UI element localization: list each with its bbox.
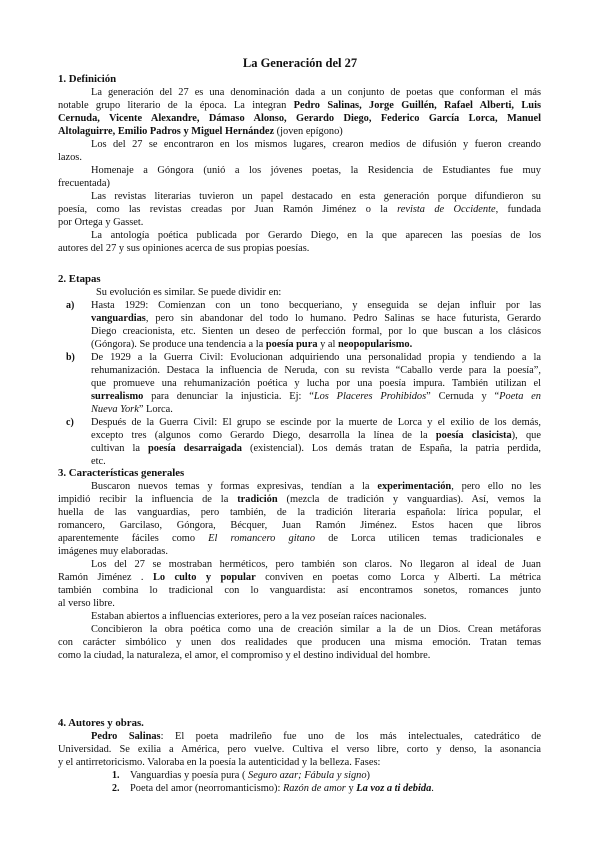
text-line bbox=[58, 519, 541, 532]
text-run: surrealismo bbox=[91, 391, 144, 402]
list-marker: b) bbox=[66, 352, 75, 363]
section-intro: Su evolución es similar. Se puede dividir en: bbox=[96, 287, 282, 298]
text-run: ), que bbox=[511, 430, 541, 441]
text-run: Los Placeres Prohibidos bbox=[313, 391, 427, 402]
text-run: (joven epígono) bbox=[274, 126, 343, 137]
text-run: Nueva York bbox=[91, 404, 139, 415]
list-marker: a) bbox=[66, 300, 75, 311]
document-title: La Generación del 27 bbox=[242, 56, 358, 70]
text-run: con carácter simbólico y unen dos realidades que producen una misma emoción. Tratan temas bbox=[58, 637, 541, 648]
text-run: La voz a ti debida bbox=[356, 783, 432, 794]
text-run: al verso libre. bbox=[58, 598, 115, 609]
text-line bbox=[91, 86, 541, 99]
text-line bbox=[91, 364, 541, 377]
text-line bbox=[58, 493, 541, 506]
text-run: De 1929 a la Guerra Civil: Evolucionan adquiriendo una personalidad propia y tendiendo a la bbox=[91, 352, 541, 363]
text-run: : El poeta madrileño fue uno de los más intelectuales, catedrático de bbox=[160, 731, 541, 742]
text-run: Los del 27 se mostraban herméticos, pero también son claros. No llegaron al ideal de Juan bbox=[91, 559, 541, 570]
text-run: que promueve una rehumanización poética y lucha por una poesía impura. También utilizan el bbox=[91, 378, 541, 389]
text-run: , fundada bbox=[495, 204, 541, 215]
text-run: autores del 27 y sus opiniones acerca de sus propias poesías. bbox=[58, 243, 310, 254]
text-run: como la ciudad, la naturaleza, el amor, el compromiso y el destino individual del hombre. bbox=[58, 650, 431, 661]
text-line bbox=[130, 782, 434, 795]
text-run: también combina lo tradicional con lo vanguardista: así encontramos sonetos, romances junto bbox=[58, 585, 541, 596]
text-run: vanguardias bbox=[91, 313, 146, 324]
text-run: Poeta en bbox=[499, 391, 541, 402]
text-line bbox=[91, 558, 541, 571]
section-heading: 2. Etapas bbox=[58, 273, 101, 285]
text-run: ) bbox=[366, 770, 371, 781]
text-run: Buscaron nuevos temas y formas expresivas, tendían a la bbox=[91, 481, 378, 492]
text-run: Los del 27 se encontraron en los mismos lugares, crearon medios de difusión y fueron creando bbox=[91, 139, 541, 150]
text-run: ” Lorca. bbox=[138, 404, 173, 415]
text-run: Estaban abiertos a influencias exteriores, pero a la vez poseían raíces nacionales. bbox=[91, 611, 427, 622]
text-line bbox=[91, 299, 541, 312]
text-run: notable grupo literario de la época. La integran bbox=[58, 100, 294, 111]
text-line bbox=[58, 112, 541, 125]
text-run: Universidad. Se exilia a América, pero vuelve. Cultiva el verso libre, corto y denso, la asonancia bbox=[58, 744, 541, 755]
text-line bbox=[91, 338, 412, 351]
text-run: poesía, como las revistas creadas por Juan Ramón Jiménez o la bbox=[58, 204, 398, 215]
text-run: Cernuda, Vicente Alexandre, Dámaso Alonso, Gerardo Diego, Federico García Lorca, Manuel bbox=[58, 113, 541, 124]
section-heading: 4. Autores y obras. bbox=[58, 717, 144, 729]
text-run: Vanguardias y poesía pura ( bbox=[130, 770, 249, 781]
text-run: Homenaje a Góngora (unió a los jóvenes poetas, la Residencia de Estudiantes fue muy bbox=[91, 165, 541, 176]
text-line bbox=[91, 403, 173, 416]
text-line bbox=[91, 610, 427, 623]
text-run: Ramón Jiménez . bbox=[58, 572, 153, 583]
text-run: lazos. bbox=[58, 152, 82, 163]
text-run: huella de las vanguardias, pero también, de la tradición literaria española: lírica popular, el bbox=[58, 507, 541, 518]
text-line bbox=[91, 190, 541, 203]
text-run: y bbox=[345, 783, 357, 794]
text-run: ” Cernuda y “ bbox=[426, 391, 500, 402]
text-run: Lo culto y popular bbox=[152, 572, 256, 583]
text-run: de Lorca utilicen temas tradicionales e bbox=[315, 533, 541, 544]
list-marker: c) bbox=[66, 417, 74, 428]
text-run: Altolaguirre, Emilio Padros y Miguel Hernández bbox=[58, 126, 275, 137]
text-line bbox=[91, 312, 541, 325]
text-run: Razón de amor bbox=[282, 783, 346, 794]
text-run: frecuentada) bbox=[58, 178, 110, 189]
section-heading: 3. Características generales bbox=[58, 467, 185, 479]
text-line bbox=[58, 532, 541, 545]
text-run: La antología poética publicada por Gerardo Diego, en la que aparecen las poesías de los bbox=[91, 230, 541, 241]
text-line bbox=[91, 351, 541, 364]
text-line bbox=[91, 623, 541, 636]
text-run: experimentación bbox=[377, 481, 452, 492]
text-run: cultivan la bbox=[91, 443, 148, 454]
text-line bbox=[58, 203, 541, 216]
text-run: Pedro Salinas bbox=[91, 731, 161, 742]
text-run: y al bbox=[317, 339, 339, 350]
text-run: poesía clasicista bbox=[435, 430, 512, 441]
text-run: La generación del 27 es una denominación dada a un conjunto de poetas que conforman el más bbox=[91, 87, 541, 98]
text-line bbox=[91, 390, 541, 403]
text-line bbox=[58, 743, 541, 756]
text-line bbox=[91, 164, 541, 177]
text-run: aparentemente fáciles como bbox=[58, 533, 209, 544]
text-line bbox=[91, 138, 541, 151]
text-run: (Góngora). Se produce una tendencia a la bbox=[91, 339, 266, 350]
text-run: , pero ello no les bbox=[451, 481, 542, 492]
text-run: neopopularismo. bbox=[338, 339, 413, 350]
text-run: por Ortega y Gasset. bbox=[58, 217, 144, 228]
text-line bbox=[58, 597, 115, 610]
text-run: Las revistas literarias tuvieron un papel destacado en esta generación porque difundieron su bbox=[91, 191, 541, 202]
text-line bbox=[91, 730, 541, 743]
text-run: Diego creacionista, etc. Sienten un deseo de perfección formal, por lo que buscan a los clásicos bbox=[91, 326, 541, 337]
text-run: Pedro Salinas, Jorge Guillén, Rafael Alberti, Luis bbox=[293, 100, 542, 111]
text-line bbox=[91, 416, 541, 429]
text-line bbox=[91, 229, 541, 242]
text-run: etc. bbox=[91, 456, 106, 467]
text-run: Después de la Guerra Civil: El grupo se escinde por la muerte de Lorca y el exilio de los demás, bbox=[91, 417, 541, 428]
text-run: (existencial). Los demás tratan de España, la patria perdida, bbox=[241, 443, 541, 454]
text-line bbox=[91, 442, 541, 455]
text-line bbox=[58, 649, 430, 662]
text-line bbox=[58, 177, 110, 190]
text-run: romancero, Garcilaso, Góngora, Bécquer, Juan Ramón Jiménez. Estos hacen que libros bbox=[58, 520, 541, 531]
text-run: y el antirretoricismo. Valoraba en la poesía la autenticidad y la belleza. Fases: bbox=[58, 757, 381, 768]
text-line bbox=[58, 125, 343, 138]
text-run: poesía pura bbox=[265, 339, 318, 350]
text-run: El romancero gitano bbox=[208, 533, 316, 544]
text-line bbox=[58, 584, 541, 597]
text-run: conviven en poetas como Lorca y Alberti. La métrica bbox=[255, 572, 542, 583]
text-run: tradición bbox=[237, 494, 278, 505]
list-marker: 2. bbox=[112, 783, 120, 794]
text-run: excepto tres (algunos como Gerardo Diego, desarrolla la línea de la bbox=[91, 430, 436, 441]
text-line bbox=[58, 545, 168, 558]
text-line bbox=[58, 636, 541, 649]
text-run: para denunciar la injusticia. Ej: “ bbox=[143, 391, 314, 402]
text-line bbox=[130, 769, 370, 782]
text-run: , pero sin abandonar del todo lo humano. Pedro Salinas se hace futurista, Gerardo bbox=[145, 313, 541, 324]
text-run: (mezcla de tradición y vanguardias). Así, vemos la bbox=[277, 494, 542, 505]
text-run: rehumanización. Destaca la influencia de Neruda, con su revista “Caballo verde para la poesía”, bbox=[91, 365, 541, 376]
text-line bbox=[91, 480, 541, 493]
text-run: Hasta 1929: Comienzan con un tono becqueriano, y enseguida se dejan influir por las bbox=[91, 300, 541, 311]
text-line bbox=[58, 151, 82, 164]
text-run: imágenes muy elaboradas. bbox=[58, 546, 168, 557]
text-run: Concibieron la obra poética como una de creación similar a la de un Dios. Crean metáforas bbox=[91, 624, 541, 635]
text-run: Poeta del amor (neorromanticismo): bbox=[130, 783, 283, 794]
text-line bbox=[91, 377, 541, 390]
text-line bbox=[58, 756, 380, 769]
text-line bbox=[58, 506, 541, 519]
text-run: Seguro azar; Fábula y signo bbox=[248, 770, 367, 781]
text-run: . bbox=[431, 783, 434, 794]
text-line bbox=[58, 242, 309, 255]
text-run: impidió recibir la influencia de la bbox=[58, 494, 238, 505]
text-run: poesía desarraigada bbox=[147, 443, 242, 454]
text-line bbox=[58, 99, 541, 112]
text-line bbox=[58, 571, 541, 584]
text-line bbox=[91, 429, 541, 442]
text-line bbox=[58, 216, 143, 229]
text-run: revista de Occidente bbox=[397, 204, 496, 215]
list-marker: 1. bbox=[112, 770, 120, 781]
section-heading: 1. Definición bbox=[58, 73, 117, 85]
text-line bbox=[91, 325, 541, 338]
